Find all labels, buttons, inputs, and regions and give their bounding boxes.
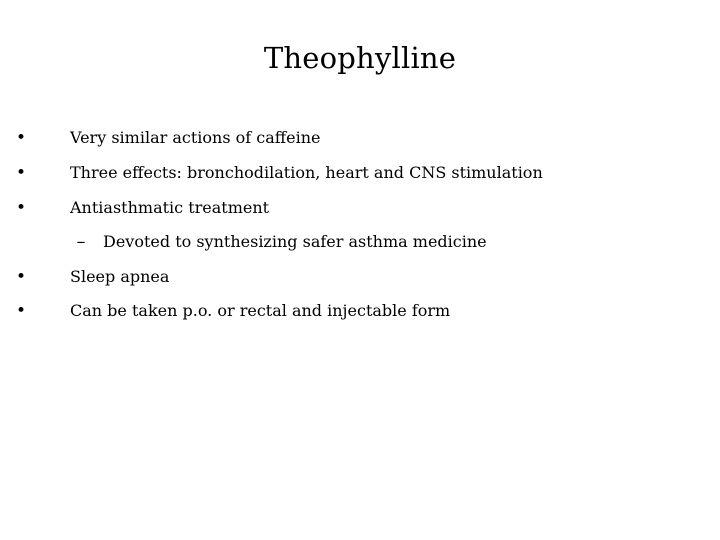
bullet-item [0, 264, 720, 290]
bullet-item [0, 195, 720, 221]
bullet-marker-icon: • [15, 163, 27, 183]
bullet-item [0, 125, 720, 151]
bullet-text: Can be taken p.o. or rectal and injectable form [70, 301, 451, 320]
bullet-text: Sleep apnea [70, 267, 170, 286]
bullet-text: Antiasthmatic treatment [70, 198, 270, 217]
sub-bullet-item [0, 229, 720, 255]
bullet-marker-icon: • [15, 267, 27, 287]
slide-title-text: Theophylline [263, 41, 457, 75]
dash-marker-icon: – [76, 231, 86, 252]
bullet-marker-icon: • [15, 128, 27, 148]
bullet-text: Very similar actions of caffeine [70, 128, 321, 147]
bullet-item [0, 298, 720, 324]
bullet-marker-icon: • [15, 198, 27, 218]
bullet-item [0, 160, 720, 186]
bullet-marker-icon: • [15, 301, 27, 321]
sub-bullet-text: Devoted to synthesizing safer asthma medicine [103, 232, 487, 251]
bullet-text: Three effects: bronchodilation, heart and CNS stimulation [70, 163, 543, 182]
